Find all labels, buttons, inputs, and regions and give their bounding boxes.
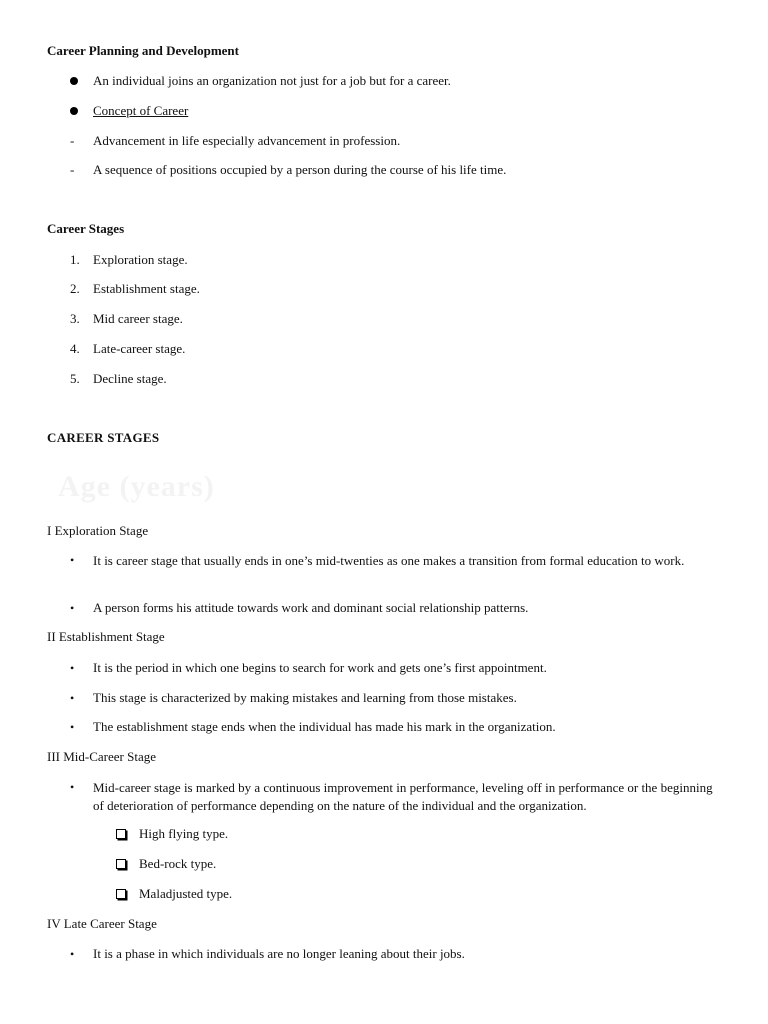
heading-career-planning: Career Planning and Development [47,43,239,58]
checkbox-bullet-icon [116,889,126,899]
list-number: 1. [70,252,80,267]
intro-bullet-text: An individual joins an organization not just for a job but for a career. [93,73,451,88]
bullet-marker: • [70,661,75,675]
establishment-bullet-text: It is the period in which one begins to search for work and gets one’s first appointment. [93,660,547,675]
mid-career-type: Bed-rock type. [139,856,217,871]
section-title-late-career: IV Late Career Stage [47,916,157,931]
section-title-establishment: II Establishment Stage [47,629,165,644]
bullet-marker: • [70,780,75,794]
filled-bullet [70,107,78,115]
mid-career-type: Maladjusted type. [139,886,233,901]
list-item: Establishment stage. [93,281,200,296]
list-number: 5. [70,371,80,386]
late-career-bullet-text: It is a phase in which individuals are no longer leaning about their jobs. [93,946,465,961]
mid-career-type: High flying type. [139,826,229,841]
dash-item-text: Advancement in life especially advancement in profession. [93,133,401,148]
dash-item-text: A sequence of positions occupied by a person during the course of his life time. [93,162,507,177]
list-number: 2. [70,281,80,296]
heading-career-stages: Career Stages [47,221,125,236]
establishment-bullet-text: This stage is characterized by making mistakes and learning from those mistakes. [93,690,517,705]
checkbox-bullet-icon [116,859,126,869]
bullet-marker: • [70,720,75,734]
section-title-mid-career: III Mid-Career Stage [47,749,157,764]
list-number: 3. [70,311,80,326]
mid-career-bullet-text: Mid-career stage is marked by a continuous improvement in performance, leveling off in performance or the beginning of deterioration of performance depending on the nature of the individual and the organization. [93,780,713,813]
checkbox-bullet-icon [116,829,126,839]
list-item: Decline stage. [93,371,167,386]
heading-career-stages-caps: CAREER STAGES [47,430,160,445]
section-title-exploration: I Exploration Stage [47,523,149,538]
bullet-marker: • [70,601,75,615]
list-number: 4. [70,341,80,356]
bullet-marker: • [70,691,75,705]
faint-watermark-text: Age (years) [58,470,215,503]
bullet-marker: • [70,553,75,567]
list-item: Exploration stage. [93,252,188,267]
concept-of-career-heading: Concept of Career [93,103,189,118]
exploration-bullet-text: It is career stage that usually ends in one’s mid-twenties as one makes a transition from formal education to work. [93,553,685,568]
dash-marker: - [70,133,75,148]
exploration-bullet-text: A person forms his attitude towards work and dominant social relationship patterns. [93,600,529,615]
establishment-bullet-text: The establishment stage ends when the individual has made his mark in the organization. [93,719,556,734]
dash-marker: - [70,162,75,177]
list-item: Late-career stage. [93,341,186,356]
bullet-marker: • [70,947,75,961]
filled-bullet [70,77,78,85]
list-item: Mid career stage. [93,311,183,326]
